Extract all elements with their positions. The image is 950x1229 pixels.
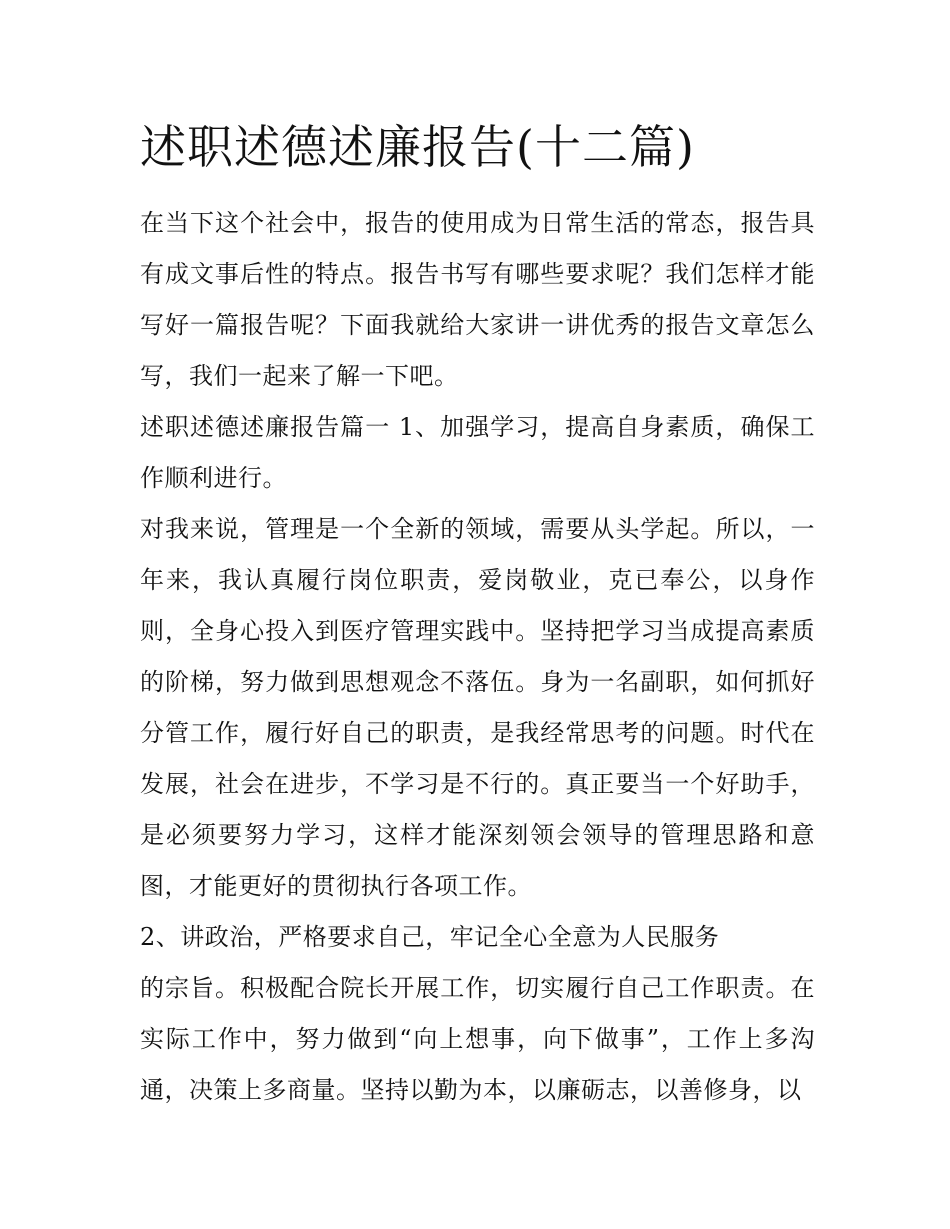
page-title: 述职述德述廉报告(十二篇) <box>140 120 695 174</box>
paragraph-point-two: 2、讲政治，严格要求自己，牢记全心全意为人民服务 <box>140 923 720 951</box>
paragraph-management: 对我来说，管理是一个全新的领域，需要从头学起。所以，一年来，我认真履行岗位职责，爱岗敬业，克已奉公，以身作则，全身心投入到医疗管理实践中。坚持把学习当成提高素质的阶梯，努力做到思想观念不落伍。身为一名副职，如何抓好分管工作，履行好自己的职责，是我经常思考的问题。时代在发展，社会在进步，不学习是不行的。真正要当一个好助手，是必须要努力学习，这样才能深刻领会领导的管理思路和意图，才能更好的贯彻执行各项工作。 <box>140 515 815 900</box>
paragraph-intro: 在当下这个社会中，报告的使用成为日常生活的常态，报告具有成文事后性的特点。报告书写有哪些要求呢？我们怎样才能写好一篇报告呢？下面我就给大家讲一讲优秀的报告文章怎么写，我们一起来了解一下吧。 <box>140 209 815 390</box>
paragraph-section-one: 述职述德述廉报告篇一 1、加强学习，提高自身素质，确保工作顺利进行。 <box>140 413 815 492</box>
paragraph-purpose: 的宗旨。积极配合院长开展工作，切实履行自己工作职责。在实际工作中，努力做到“向上想事，向下做事”，工作上多沟通，决策上多商量。坚持以勤为本，以廉砺志，以善修身，以 <box>140 974 815 1104</box>
document-body <box>140 198 815 1116</box>
